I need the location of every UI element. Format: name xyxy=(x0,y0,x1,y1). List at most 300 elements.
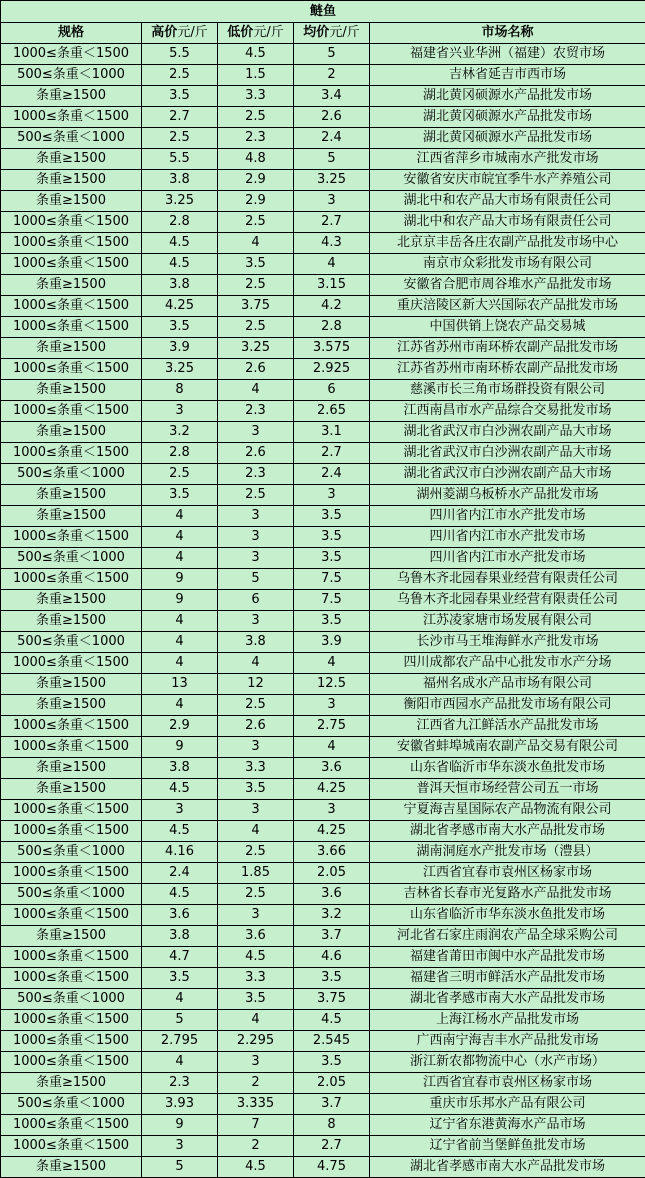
cell-spec: 1000≤条重＜1500 xyxy=(1,737,142,758)
table-row xyxy=(1,380,645,401)
cell-low-price: 3 xyxy=(218,737,294,758)
cell-high-price: 13 xyxy=(142,674,218,695)
cell-high-price: 3.8 xyxy=(142,926,218,947)
cell-avg-price: 3.15 xyxy=(294,275,370,296)
cell-avg-price: 2.65 xyxy=(294,401,370,422)
cell-spec: 1000≤条重＜1500 xyxy=(1,317,142,338)
cell-spec: 500≤条重＜1000 xyxy=(1,65,142,86)
cell-high-price: 3.8 xyxy=(142,170,218,191)
cell-high-price: 3.25 xyxy=(142,359,218,380)
cell-low-price: 4 xyxy=(218,233,294,254)
cell-low-price: 3 xyxy=(218,506,294,527)
cell-spec: 条重≥1500 xyxy=(1,1073,142,1094)
header-avg-price xyxy=(294,23,370,44)
cell-low-price: 5 xyxy=(218,569,294,590)
table-row xyxy=(1,296,645,317)
cell-high-price: 4.5 xyxy=(142,821,218,842)
cell-spec: 条重≥1500 xyxy=(1,275,142,296)
cell-avg-price: 3.9 xyxy=(294,632,370,653)
cell-market: 江苏省苏州市南环桥农副产品批发市场 xyxy=(370,338,645,359)
cell-avg-price: 2.75 xyxy=(294,716,370,737)
cell-avg-price: 4.2 xyxy=(294,296,370,317)
cell-market: 慈溪市长三角市场群投资有限公司 xyxy=(370,380,645,401)
cell-low-price: 4 xyxy=(218,1010,294,1031)
cell-high-price: 2.4 xyxy=(142,863,218,884)
cell-market: 湖北省武汉市白沙洲农副产品大市场 xyxy=(370,422,645,443)
cell-spec: 1000≤条重＜1500 xyxy=(1,359,142,380)
cell-market: 湖北省孝感市南大水产品批发市场 xyxy=(370,821,645,842)
cell-high-price: 3.25 xyxy=(142,191,218,212)
table-row xyxy=(1,1094,645,1115)
header-market: 市场名称 xyxy=(370,23,645,44)
title-row xyxy=(1,1,645,23)
cell-market: 江苏凌家塘市场发展有限公司 xyxy=(370,611,645,632)
table-row xyxy=(1,128,645,149)
table-row xyxy=(1,44,645,65)
cell-market: 江苏省苏州市南环桥农副产品批发市场 xyxy=(370,359,645,380)
cell-high-price: 3 xyxy=(142,1136,218,1157)
cell-high-price: 2.9 xyxy=(142,716,218,737)
cell-low-price: 2.3 xyxy=(218,464,294,485)
table-row xyxy=(1,758,645,779)
cell-high-price: 4.5 xyxy=(142,884,218,905)
cell-spec: 条重≥1500 xyxy=(1,170,142,191)
cell-low-price: 3 xyxy=(218,422,294,443)
cell-avg-price: 3.7 xyxy=(294,1094,370,1115)
table-row xyxy=(1,548,645,569)
cell-spec: 500≤条重＜1000 xyxy=(1,128,142,149)
cell-avg-price: 2.05 xyxy=(294,863,370,884)
table-row xyxy=(1,569,645,590)
table-row xyxy=(1,905,645,926)
cell-spec: 条重≥1500 xyxy=(1,590,142,611)
cell-spec: 1000≤条重＜1500 xyxy=(1,863,142,884)
cell-spec: 条重≥1500 xyxy=(1,1157,142,1178)
table-row xyxy=(1,632,645,653)
cell-spec: 1000≤条重＜1500 xyxy=(1,716,142,737)
cell-low-price: 2.3 xyxy=(218,128,294,149)
cell-low-price: 3 xyxy=(218,611,294,632)
cell-high-price: 2.5 xyxy=(142,65,218,86)
cell-high-price: 9 xyxy=(142,737,218,758)
cell-avg-price: 4 xyxy=(294,737,370,758)
cell-market: 江西省宜春市袁州区杨家市场 xyxy=(370,863,645,884)
cell-low-price: 2.9 xyxy=(218,170,294,191)
table-row xyxy=(1,611,645,632)
cell-avg-price: 2 xyxy=(294,65,370,86)
cell-low-price: 3.5 xyxy=(218,254,294,275)
table-row xyxy=(1,821,645,842)
cell-low-price: 3 xyxy=(218,800,294,821)
cell-avg-price: 2.7 xyxy=(294,212,370,233)
cell-high-price: 2.795 xyxy=(142,1031,218,1052)
cell-market: 吉林省长春市光复路水产品批发市场 xyxy=(370,884,645,905)
cell-low-price: 2 xyxy=(218,1136,294,1157)
cell-avg-price: 7.5 xyxy=(294,590,370,611)
cell-avg-price: 3.5 xyxy=(294,506,370,527)
cell-market: 南京市众彩批发市场有限公司 xyxy=(370,254,645,275)
cell-spec: 1000≤条重＜1500 xyxy=(1,254,142,275)
table-row xyxy=(1,1157,645,1178)
cell-market: 湖北中和农产品大市场有限责任公司 xyxy=(370,212,645,233)
table-row xyxy=(1,506,645,527)
table-row xyxy=(1,233,645,254)
cell-low-price: 4.5 xyxy=(218,44,294,65)
cell-market: 江西省萍乡市城南水产批发市场 xyxy=(370,149,645,170)
cell-spec: 1000≤条重＜1500 xyxy=(1,107,142,128)
cell-spec: 条重≥1500 xyxy=(1,779,142,800)
cell-high-price: 9 xyxy=(142,1115,218,1136)
table-row xyxy=(1,275,645,296)
cell-low-price: 3.3 xyxy=(218,758,294,779)
table-row xyxy=(1,422,645,443)
cell-low-price: 3.75 xyxy=(218,296,294,317)
cell-spec: 条重≥1500 xyxy=(1,758,142,779)
cell-low-price: 3.5 xyxy=(218,779,294,800)
cell-high-price: 2.5 xyxy=(142,464,218,485)
cell-spec: 条重≥1500 xyxy=(1,380,142,401)
cell-spec: 1000≤条重＜1500 xyxy=(1,800,142,821)
table-row xyxy=(1,695,645,716)
table-row xyxy=(1,800,645,821)
cell-market: 辽宁省前当堡鲜鱼批发市场 xyxy=(370,1136,645,1157)
cell-low-price: 3.25 xyxy=(218,338,294,359)
cell-spec: 条重≥1500 xyxy=(1,674,142,695)
cell-avg-price: 3 xyxy=(294,485,370,506)
cell-market: 湖南洞庭水产批发市场（澧县） xyxy=(370,842,645,863)
cell-low-price: 3 xyxy=(218,527,294,548)
cell-market: 安徽省合肥市周谷堆水产品批发市场 xyxy=(370,275,645,296)
cell-market: 吉林省延吉市西市场 xyxy=(370,65,645,86)
cell-market: 重庆市乐邦水产品有限公司 xyxy=(370,1094,645,1115)
cell-market: 福建省三明市鲜活水产品批发市场 xyxy=(370,968,645,989)
cell-avg-price: 2.7 xyxy=(294,1136,370,1157)
table-row xyxy=(1,884,645,905)
cell-high-price: 3.9 xyxy=(142,338,218,359)
cell-spec: 500≤条重＜1000 xyxy=(1,884,142,905)
cell-market: 江西南昌市水产品综合交易批发市场 xyxy=(370,401,645,422)
cell-market: 四川成都农产品中心批发市水产分场 xyxy=(370,653,645,674)
cell-high-price: 4 xyxy=(142,548,218,569)
cell-low-price: 2.9 xyxy=(218,191,294,212)
cell-low-price: 3 xyxy=(218,1052,294,1073)
cell-avg-price: 3.5 xyxy=(294,1052,370,1073)
cell-spec: 1000≤条重＜1500 xyxy=(1,443,142,464)
cell-low-price: 4 xyxy=(218,821,294,842)
cell-low-price: 1.85 xyxy=(218,863,294,884)
cell-high-price: 4.5 xyxy=(142,779,218,800)
table-row xyxy=(1,317,645,338)
cell-low-price: 7 xyxy=(218,1115,294,1136)
cell-low-price: 3.6 xyxy=(218,926,294,947)
table-row xyxy=(1,401,645,422)
cell-high-price: 2.3 xyxy=(142,1073,218,1094)
table-row xyxy=(1,527,645,548)
cell-market: 山东省临沂市华东淡水鱼批发市场 xyxy=(370,758,645,779)
cell-market: 湖北黄冈硕源水产品批发市场 xyxy=(370,107,645,128)
header-low-unit: 元/斤 xyxy=(253,25,283,40)
cell-spec: 条重≥1500 xyxy=(1,695,142,716)
cell-high-price: 3 xyxy=(142,401,218,422)
cell-market: 湖北中和农产品大市场有限责任公司 xyxy=(370,191,645,212)
cell-low-price: 3.3 xyxy=(218,968,294,989)
table-row xyxy=(1,212,645,233)
cell-market: 江西省宜春市袁州区杨家市场 xyxy=(370,1073,645,1094)
cell-low-price: 2.5 xyxy=(218,275,294,296)
cell-high-price: 3.93 xyxy=(142,1094,218,1115)
cell-high-price: 5 xyxy=(142,1157,218,1178)
cell-spec: 1000≤条重＜1500 xyxy=(1,569,142,590)
cell-spec: 1000≤条重＜1500 xyxy=(1,401,142,422)
cell-market: 湖北黄冈硕源水产品批发市场 xyxy=(370,86,645,107)
cell-low-price: 3.8 xyxy=(218,632,294,653)
cell-low-price: 3.335 xyxy=(218,1094,294,1115)
cell-spec: 1000≤条重＜1500 xyxy=(1,233,142,254)
cell-avg-price: 4.6 xyxy=(294,947,370,968)
cell-avg-price: 4.25 xyxy=(294,779,370,800)
cell-avg-price: 5 xyxy=(294,149,370,170)
cell-low-price: 2.6 xyxy=(218,716,294,737)
cell-low-price: 2 xyxy=(218,1073,294,1094)
cell-market: 四川省内江市水产批发市场 xyxy=(370,506,645,527)
cell-market: 湖北省武汉市白沙洲农副产品大市场 xyxy=(370,464,645,485)
cell-low-price: 2.5 xyxy=(218,212,294,233)
cell-low-price: 3 xyxy=(218,905,294,926)
cell-spec: 500≤条重＜1000 xyxy=(1,842,142,863)
table-row xyxy=(1,968,645,989)
cell-avg-price: 3.75 xyxy=(294,989,370,1010)
cell-spec: 条重≥1500 xyxy=(1,191,142,212)
cell-avg-price: 3.6 xyxy=(294,884,370,905)
cell-spec: 500≤条重＜1000 xyxy=(1,989,142,1010)
cell-market: 湖州菱湖乌板桥水产品批发市场 xyxy=(370,485,645,506)
cell-spec: 条重≥1500 xyxy=(1,485,142,506)
table-row xyxy=(1,926,645,947)
cell-high-price: 4 xyxy=(142,632,218,653)
cell-market: 福建省兴业华洲（福建）农贸市场 xyxy=(370,44,645,65)
cell-high-price: 4 xyxy=(142,653,218,674)
cell-high-price: 4 xyxy=(142,1052,218,1073)
cell-market: 宁夏海吉星国际农产品物流有限公司 xyxy=(370,800,645,821)
table-row xyxy=(1,359,645,380)
table-row xyxy=(1,464,645,485)
cell-high-price: 3.5 xyxy=(142,86,218,107)
cell-spec: 1000≤条重＜1500 xyxy=(1,653,142,674)
cell-spec: 1000≤条重＜1500 xyxy=(1,1010,142,1031)
cell-avg-price: 3.66 xyxy=(294,842,370,863)
table-row xyxy=(1,443,645,464)
cell-high-price: 4.5 xyxy=(142,233,218,254)
cell-avg-price: 4.75 xyxy=(294,1157,370,1178)
cell-high-price: 9 xyxy=(142,569,218,590)
cell-high-price: 8 xyxy=(142,380,218,401)
cell-spec: 条重≥1500 xyxy=(1,926,142,947)
cell-market: 湖北省孝感市南大水产品批发市场 xyxy=(370,1157,645,1178)
table-row xyxy=(1,989,645,1010)
cell-avg-price: 2.05 xyxy=(294,1073,370,1094)
cell-spec: 条重≥1500 xyxy=(1,506,142,527)
cell-spec: 条重≥1500 xyxy=(1,338,142,359)
table-row xyxy=(1,86,645,107)
cell-low-price: 2.295 xyxy=(218,1031,294,1052)
cell-low-price: 2.5 xyxy=(218,317,294,338)
cell-spec: 1000≤条重＜1500 xyxy=(1,44,142,65)
cell-market: 中国供销上饶农产品交易城 xyxy=(370,317,645,338)
cell-avg-price: 6 xyxy=(294,380,370,401)
cell-spec: 1000≤条重＜1500 xyxy=(1,1115,142,1136)
cell-high-price: 2.8 xyxy=(142,212,218,233)
cell-high-price: 3.6 xyxy=(142,905,218,926)
header-high-label: 高价 xyxy=(151,25,177,40)
cell-low-price: 2.6 xyxy=(218,443,294,464)
cell-market: 衡阳市西园水产品批发市场有限公司 xyxy=(370,695,645,716)
cell-low-price: 3 xyxy=(218,548,294,569)
cell-low-price: 2.6 xyxy=(218,359,294,380)
header-low-label: 低价 xyxy=(227,25,253,40)
table-row xyxy=(1,674,645,695)
table-row xyxy=(1,1010,645,1031)
cell-high-price: 9 xyxy=(142,590,218,611)
cell-avg-price: 3.5 xyxy=(294,968,370,989)
table-row xyxy=(1,149,645,170)
cell-avg-price: 2.545 xyxy=(294,1031,370,1052)
cell-avg-price: 3.5 xyxy=(294,527,370,548)
cell-avg-price: 3.575 xyxy=(294,338,370,359)
cell-high-price: 4 xyxy=(142,506,218,527)
cell-spec: 1000≤条重＜1500 xyxy=(1,1031,142,1052)
cell-high-price: 3.8 xyxy=(142,758,218,779)
cell-market: 长沙市马王堆海鲜水产批发市场 xyxy=(370,632,645,653)
table-row xyxy=(1,170,645,191)
cell-avg-price: 3.5 xyxy=(294,611,370,632)
cell-low-price: 2.3 xyxy=(218,401,294,422)
cell-avg-price: 8 xyxy=(294,1115,370,1136)
cell-spec: 条重≥1500 xyxy=(1,422,142,443)
cell-high-price: 3.5 xyxy=(142,485,218,506)
table-row xyxy=(1,947,645,968)
cell-low-price: 2.5 xyxy=(218,107,294,128)
cell-low-price: 3.5 xyxy=(218,989,294,1010)
cell-avg-price: 3.25 xyxy=(294,170,370,191)
cell-high-price: 3 xyxy=(142,800,218,821)
cell-low-price: 2.5 xyxy=(218,695,294,716)
cell-market: 安徽省蚌埠城南农副产品交易有限公司 xyxy=(370,737,645,758)
cell-market: 湖北省孝感市南大水产品批发市场 xyxy=(370,989,645,1010)
cell-avg-price: 2.6 xyxy=(294,107,370,128)
cell-market: 河北省石家庄雨润农产品全球采购公司 xyxy=(370,926,645,947)
cell-avg-price: 4 xyxy=(294,653,370,674)
header-avg-unit: 元/斤 xyxy=(329,25,359,40)
table-body xyxy=(1,44,645,1178)
cell-avg-price: 3.1 xyxy=(294,422,370,443)
cell-high-price: 5 xyxy=(142,1010,218,1031)
cell-avg-price: 4.3 xyxy=(294,233,370,254)
cell-high-price: 2.7 xyxy=(142,107,218,128)
cell-high-price: 4.7 xyxy=(142,947,218,968)
table-row xyxy=(1,716,645,737)
cell-high-price: 4.25 xyxy=(142,296,218,317)
cell-high-price: 4 xyxy=(142,527,218,548)
cell-avg-price: 7.5 xyxy=(294,569,370,590)
cell-high-price: 3.8 xyxy=(142,275,218,296)
table-row xyxy=(1,338,645,359)
cell-avg-price: 4 xyxy=(294,254,370,275)
cell-low-price: 6 xyxy=(218,590,294,611)
cell-spec: 条重≥1500 xyxy=(1,149,142,170)
cell-low-price: 4 xyxy=(218,380,294,401)
cell-avg-price: 12.5 xyxy=(294,674,370,695)
cell-avg-price: 3.4 xyxy=(294,86,370,107)
cell-low-price: 4.8 xyxy=(218,149,294,170)
cell-spec: 500≤条重＜1000 xyxy=(1,632,142,653)
header-spec: 规格 xyxy=(1,23,142,44)
cell-market: 安徽省安庆市皖宜季牛水产养殖公司 xyxy=(370,170,645,191)
cell-high-price: 3.5 xyxy=(142,968,218,989)
cell-market: 浙江新农都物流中心（水产市场） xyxy=(370,1052,645,1073)
cell-high-price: 3.5 xyxy=(142,317,218,338)
table-row xyxy=(1,1136,645,1157)
table-row xyxy=(1,65,645,86)
header-avg-label: 均价 xyxy=(303,25,329,40)
cell-market: 四川省内江市水产批发市场 xyxy=(370,548,645,569)
header-high-price xyxy=(142,23,218,44)
table-row xyxy=(1,191,645,212)
cell-market: 普洱天恒市场经营公司五一市场 xyxy=(370,779,645,800)
cell-avg-price: 2.4 xyxy=(294,464,370,485)
cell-market: 广西南宁海吉丰水产品批发市场 xyxy=(370,1031,645,1052)
cell-spec: 1000≤条重＜1500 xyxy=(1,821,142,842)
cell-low-price: 1.5 xyxy=(218,65,294,86)
cell-spec: 1000≤条重＜1500 xyxy=(1,527,142,548)
table-row xyxy=(1,1073,645,1094)
table-row xyxy=(1,779,645,800)
cell-market: 江西省九江鲜活水产品批发市场 xyxy=(370,716,645,737)
cell-market: 福州名成水产品市场有限公司 xyxy=(370,674,645,695)
cell-spec: 1000≤条重＜1500 xyxy=(1,1052,142,1073)
cell-market: 四川省内江市水产批发市场 xyxy=(370,527,645,548)
table-row xyxy=(1,863,645,884)
cell-spec: 条重≥1500 xyxy=(1,86,142,107)
cell-market: 乌鲁木齐北园春果业经营有限责任公司 xyxy=(370,590,645,611)
cell-market: 北京京丰岳各庄农副产品批发市场中心 xyxy=(370,233,645,254)
cell-low-price: 4.5 xyxy=(218,1157,294,1178)
cell-high-price: 4 xyxy=(142,611,218,632)
cell-low-price: 4 xyxy=(218,653,294,674)
cell-high-price: 4 xyxy=(142,695,218,716)
cell-low-price: 2.5 xyxy=(218,485,294,506)
cell-avg-price: 5 xyxy=(294,44,370,65)
cell-high-price: 5.5 xyxy=(142,44,218,65)
table-row xyxy=(1,842,645,863)
cell-spec: 500≤条重＜1000 xyxy=(1,548,142,569)
cell-low-price: 12 xyxy=(218,674,294,695)
cell-market: 福建省莆田市闽中水产品批发市场 xyxy=(370,947,645,968)
cell-high-price: 5.5 xyxy=(142,149,218,170)
table-row xyxy=(1,590,645,611)
cell-spec: 500≤条重＜1000 xyxy=(1,1094,142,1115)
cell-high-price: 4.16 xyxy=(142,842,218,863)
cell-low-price: 2.5 xyxy=(218,884,294,905)
table-row xyxy=(1,1031,645,1052)
cell-avg-price: 3 xyxy=(294,191,370,212)
cell-market: 上海江杨水产品批发市场 xyxy=(370,1010,645,1031)
cell-avg-price: 3.7 xyxy=(294,926,370,947)
cell-high-price: 4.5 xyxy=(142,254,218,275)
cell-avg-price: 4.5 xyxy=(294,1010,370,1031)
cell-high-price: 2.5 xyxy=(142,128,218,149)
table-row xyxy=(1,254,645,275)
cell-avg-price: 2.925 xyxy=(294,359,370,380)
